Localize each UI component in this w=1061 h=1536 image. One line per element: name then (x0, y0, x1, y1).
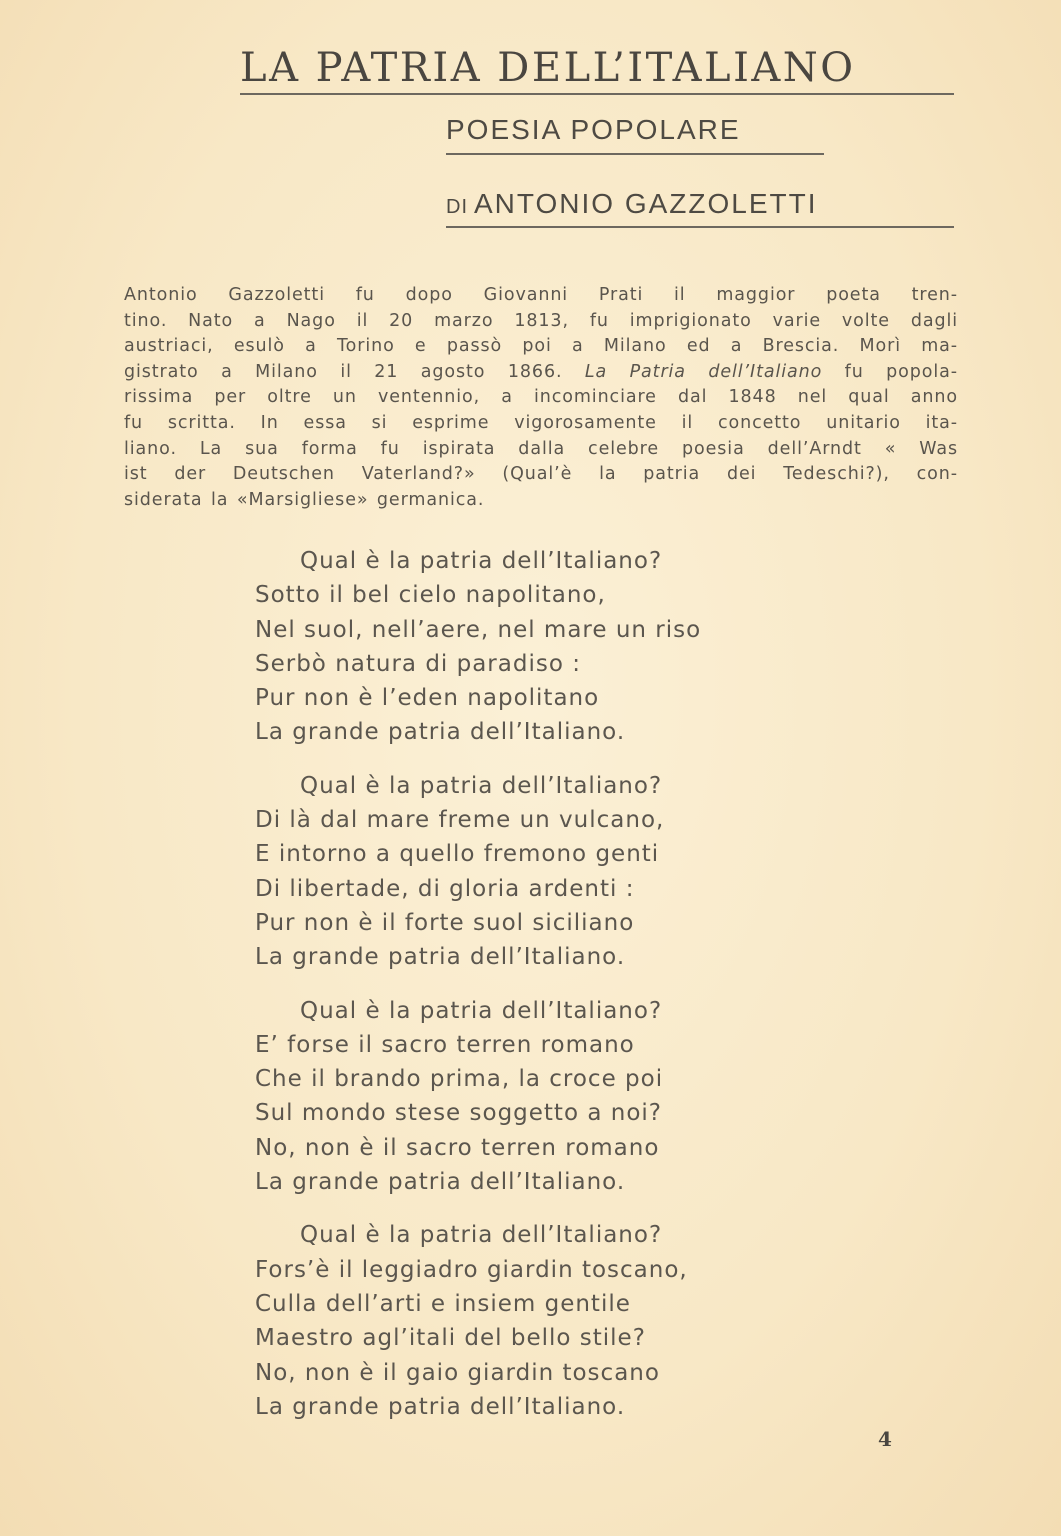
poem-verse: Di libertade, di gloria ardenti : (255, 875, 635, 902)
author-underline (446, 226, 954, 228)
poem-verse: La grande patria dell’Italiano. (255, 944, 626, 971)
poem-verse: E intorno a quello fremono genti (255, 841, 660, 868)
title-underline (240, 93, 954, 95)
poem-stanza (255, 994, 815, 1200)
intro-line: austriaci, esulò a Torino e passò poi a Milano ed a Brescia. Morì ma- (124, 336, 958, 357)
poem-verse: Sul mondo stese soggetto a noi? (255, 1100, 662, 1127)
intro-line: tino. Nato a Nago il 20 marzo 1813, fu imprigionato varie volte dagli (124, 310, 958, 331)
author-line (446, 186, 818, 225)
poem-verse: Nel suol, nell’aere, nel mare un riso (255, 616, 702, 643)
poem-verse: No, non è il sacro terren romano (255, 1134, 660, 1161)
intro-italic-title: La Patria dell’Italiano (584, 361, 823, 382)
poem-verse: Che il brando prima, la croce poi (255, 1066, 664, 1093)
intro-line-part: gistrato a Milano il 21 agosto 1866. (124, 361, 563, 382)
poem-verse: La grande patria dell’Italiano. (255, 1169, 626, 1196)
poem-verse: Pur non è il forte suol siciliano (255, 909, 635, 936)
poem-stanza (255, 769, 815, 975)
intro-paragraph (124, 283, 958, 513)
poem-verse: Fors’è il leggiadro giardin toscano, (255, 1256, 688, 1283)
author-prefix: DI (446, 196, 468, 218)
poem-verse: Serbò natura di paradiso : (255, 650, 581, 677)
intro-line: rissima per oltre un ventennio, a incominciare dal 1848 nel qual anno (124, 387, 958, 408)
poem (255, 544, 815, 1424)
poem-verse: No, non è il gaio giardin toscano (255, 1359, 660, 1386)
poem-verse: La grande patria dell’Italiano. (255, 1393, 626, 1420)
poem-verse: Qual è la patria dell’Italiano? (300, 548, 663, 574)
intro-line: siderata la «Marsigliese» germanica. (124, 489, 485, 510)
page-number: 4 (878, 1427, 892, 1451)
poem-verse: La grande patria dell’Italiano. (255, 719, 626, 746)
poem-verse: Pur non è l’eden napolitano (255, 685, 600, 712)
intro-line-part: fu popola- (844, 361, 958, 382)
poem-verse: Sotto il bel cielo napolitano, (255, 582, 606, 609)
page-title: LA PATRIA DELL’ITALIANO (240, 45, 856, 91)
poem-verse: Qual è la patria dell’Italiano? (300, 1222, 663, 1249)
subtitle-underline (446, 153, 824, 155)
poem-verse: Di là dal mare freme un vulcano, (255, 807, 665, 834)
poem-verse: Culla dell’arti e insiem gentile (255, 1290, 631, 1317)
poem-verse: Maestro agl’itali del bello stile? (255, 1325, 646, 1352)
poem-verse: E’ forse il sacro terren romano (255, 1031, 635, 1058)
poem-verse: Qual è la patria dell’Italiano? (300, 772, 663, 799)
page-subtitle: POESIA POPOLARE (446, 114, 741, 145)
poem-verse: Qual è la patria dell’Italiano? (300, 997, 663, 1024)
poem-stanza (255, 544, 815, 750)
intro-line: liano. La sua forma fu ispirata dalla celebre poesia dell’Arndt « Was (124, 438, 958, 459)
intro-line: Antonio Gazzoletti fu dopo Giovanni Prati il maggior poeta tren- (124, 285, 958, 305)
intro-line: ist der Deutschen Vaterland?» (Qual’è la patria dei Tedeschi?), con- (124, 464, 958, 485)
intro-line: fu scritta. In essa si esprime vigorosamente il concetto unitario ita- (124, 412, 958, 433)
intro-line (124, 360, 958, 386)
author-name: ANTONIO GAZZOLETTI (474, 188, 818, 219)
poem-stanza (255, 1218, 815, 1424)
